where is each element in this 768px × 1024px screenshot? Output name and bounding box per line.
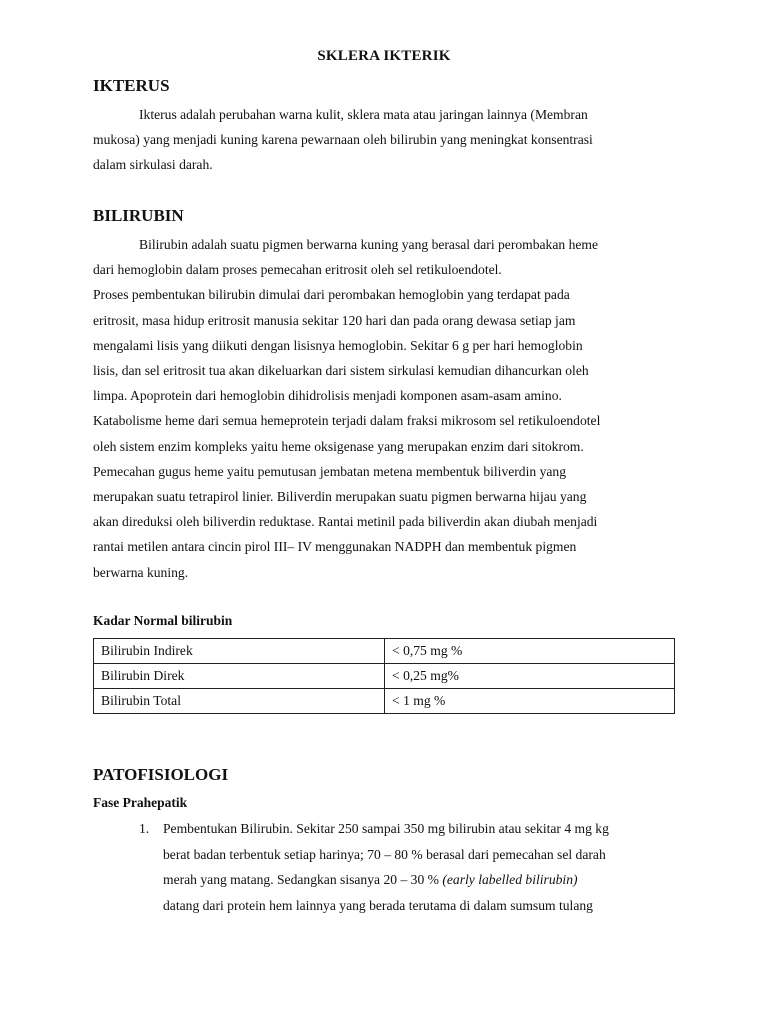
paragraph-bilirubin xyxy=(93,232,673,585)
table-row xyxy=(94,689,675,714)
paragraph-line: merupakan suatu tetrapirol linier. Biliverdin merupakan suatu pigmen berwarna hijau yang xyxy=(93,489,587,505)
paragraph-line: Ikterus adalah perubahan warna kulit, sklera mata atau jaringan lainnya (Membran xyxy=(139,107,588,122)
paragraph-line: Katabolisme heme dari semua hemeprotein terjadi dalam fraksi mikrosom sel retikuloendotel xyxy=(93,413,601,429)
list-item-number: 1. xyxy=(139,821,150,836)
paragraph-line: Proses pembentukan bilirubin dimulai dari perombakan hemoglobin yang terdapat pada xyxy=(93,287,570,303)
list-item-line: berat badan terbentuk setiap harinya; 70 – 80 % berasal dari pemecahan sel darah xyxy=(163,846,606,862)
paragraph-line: Pemecahan gugus heme yaitu pemutusan jembatan metena membentuk biliverdin yang xyxy=(93,463,567,479)
table-cell-name: Bilirubin Indirek xyxy=(94,639,385,664)
subheading-fase-prahepatik: Fase Prahepatik xyxy=(93,795,188,810)
paragraph-line: limpa. Apoprotein dari hemoglobin dihidrolisis menjadi komponen asam-asam amino. xyxy=(93,388,562,404)
section-heading-ikterus: IKTERUS xyxy=(93,76,170,95)
paragraph-ikterus xyxy=(93,102,673,178)
paragraph-line: Bilirubin adalah suatu pigmen berwarna kuning yang berasal dari perombakan heme xyxy=(139,237,599,252)
paragraph-line: oleh sistem enzim kompleks yaitu heme oksigenase yang merupakan enzim dari sitokrom. xyxy=(93,438,584,454)
paragraph-line: berwarna kuning. xyxy=(93,564,189,580)
paragraph-line: lisis, dan sel eritrosit tua akan dikeluarkan dari sistem sirkulasi kemudian dihancurkan oleh xyxy=(93,363,589,379)
document-title: SKLERA IKTERIK xyxy=(317,48,451,64)
table-cell-value: < 0,75 mg % xyxy=(385,639,675,664)
list-item-body xyxy=(163,816,699,918)
list-item xyxy=(139,816,699,918)
table-cell-value: < 0,25 mg% xyxy=(385,664,675,689)
table-row xyxy=(94,664,675,689)
numbered-list xyxy=(139,816,699,918)
normal-values-table xyxy=(93,638,675,714)
table-row xyxy=(94,639,675,664)
list-item-line: Pembentukan Bilirubin. Sekitar 250 sampai 350 mg bilirubin atau sekitar 4 mg kg xyxy=(163,821,609,836)
paragraph-line: mengalami lisis yang diikuti dengan lisisnya hemoglobin. Sekitar 6 g per hari hemoglobin xyxy=(93,337,583,353)
list-item-line: merah yang matang. Sedangkan sisanya 20 – 30 % (early labelled bilirubin) xyxy=(163,872,578,887)
table-cell-value: < 1 mg % xyxy=(385,689,675,714)
paragraph-line: eritrosit, masa hidup eritrosit manusia sekitar 120 hari dan pada orang dewasa setiap jam xyxy=(93,312,576,328)
table-cell-name: Bilirubin Direk xyxy=(94,664,385,689)
list-item-line: datang dari protein hem lainnya yang berada terutama di dalam sumsum tulang xyxy=(163,897,593,913)
subheading-kadar-normal: Kadar Normal bilirubin xyxy=(93,613,233,628)
table-cell-name: Bilirubin Total xyxy=(94,689,385,714)
paragraph-line: dalam sirkulasi darah. xyxy=(93,157,213,173)
paragraph-line: rantai metilen antara cincin pirol III– IV menggunakan NADPH dan membentuk pigmen xyxy=(93,539,577,555)
section-heading-patofisiologi: PATOFISIOLOGI xyxy=(93,765,229,784)
paragraph-line: akan direduksi oleh biliverdin reduktase. Rantai metinil pada biliverdin akan diubah menjadi xyxy=(93,514,598,530)
paragraph-line: dari hemoglobin dalam proses pemecahan eritrosit oleh sel retikuloendotel. xyxy=(93,262,502,278)
paragraph-line: mukosa) yang menjadi kuning karena pewarnaan oleh bilirubin yang meningkat konsentrasi xyxy=(93,132,593,148)
italic-term: (early labelled bilirubin) xyxy=(442,872,578,887)
section-heading-bilirubin: BILIRUBIN xyxy=(93,206,184,225)
